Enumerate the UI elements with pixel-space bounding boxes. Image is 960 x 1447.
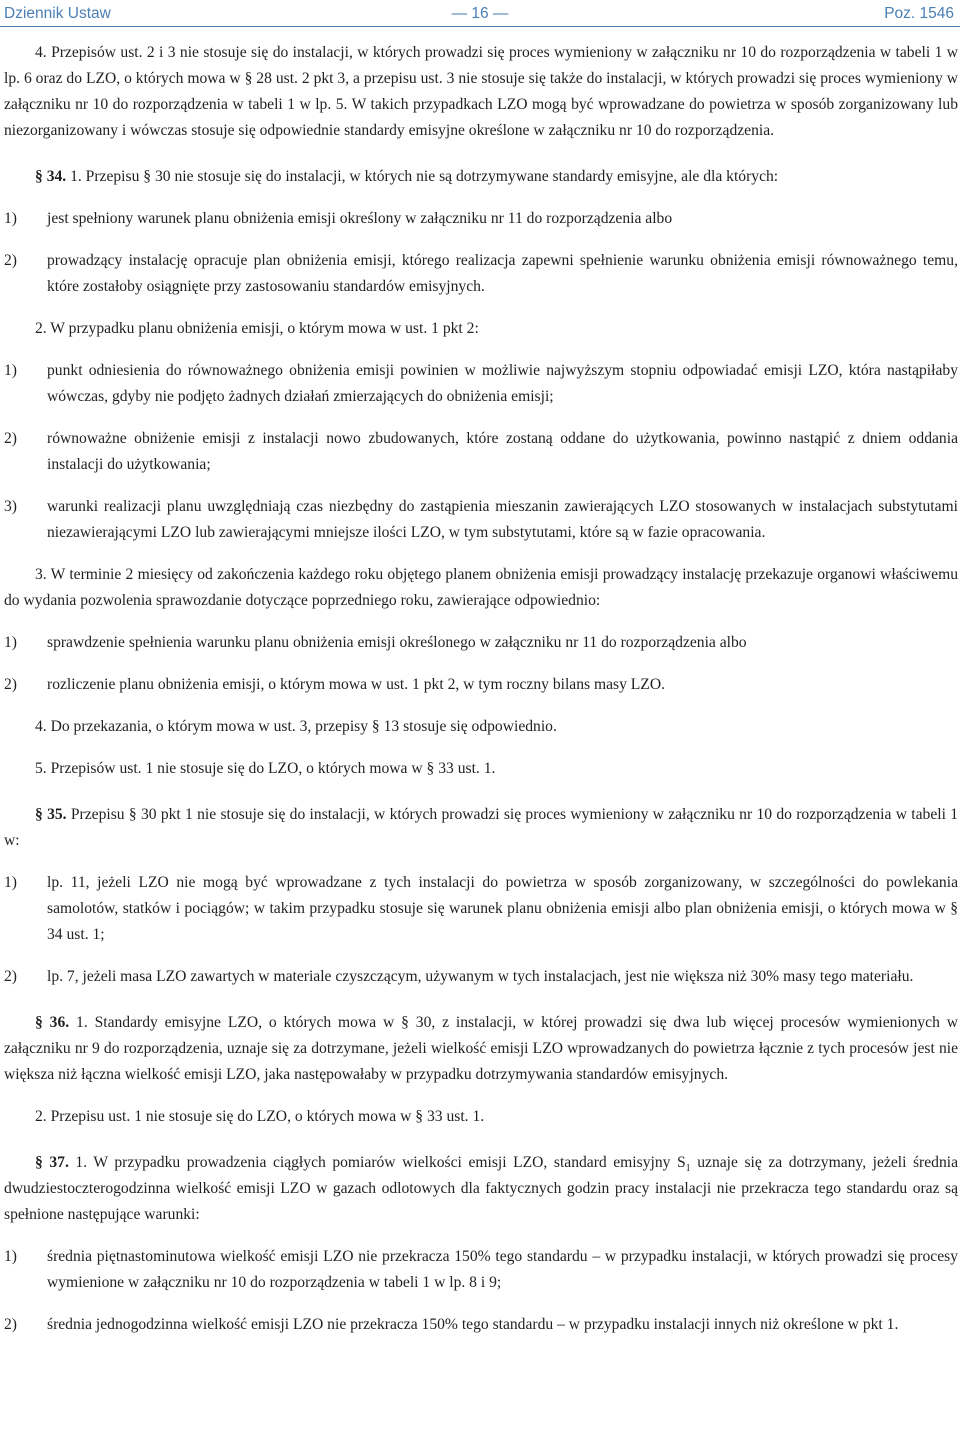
- section-number: § 36.: [35, 1014, 70, 1031]
- list-item: 1) jest spełniony warunek planu obniżenia emisji określony w załączniku nr 11 do rozporządzenia albo: [4, 206, 958, 232]
- list-item: 1) średnia piętnastominutowa wielkość emisji LZO nie przekracza 150% tego standardu – w przypadku instalacji, w których prowadzi się procesy wymienione w załączniku nr 10 do rozporządzenia w tabeli 1 w lp. 8 i 9;: [4, 1244, 958, 1296]
- section-34-ust-2: 2. W przypadku planu obniżenia emisji, o którym mowa w ust. 1 pkt 2:: [35, 320, 479, 337]
- list-number: 1): [4, 210, 17, 227]
- page-header: [0, 0, 960, 28]
- list-number: 1): [4, 634, 17, 651]
- section-34-ust-5: 5. Przepisów ust. 1 nie stosuje się do LZO, o których mowa w § 33 ust. 1.: [35, 760, 496, 777]
- section-36-ust-2: 2. Przepisu ust. 1 nie stosuje się do LZO, o których mowa w § 33 ust. 1.: [35, 1108, 485, 1125]
- list-item: 2) prowadzący instalację opracuje plan obniżenia emisji, którego realizacja zapewni spełnienie warunku obniżenia emisji równoważnego temu, które zostałoby osiągnięte przy zastosowaniu standardów emisyjnych.: [4, 248, 958, 300]
- journal-title: Dziennik Ustaw: [4, 5, 111, 22]
- list-item: 3) warunki realizacji planu uwzględniają czas niezbędny do zastąpienia mieszanin zawierających LZO stosowanych w instalacjach substytutami niezawierającymi LZO lub zawierającymi mniejsze ilości LZO, w tym substytutami, które są w fazie opracowania.: [4, 494, 958, 546]
- document-body: [4, 40, 958, 1338]
- list-number: 2): [4, 252, 17, 269]
- page-number: — 16 —: [451, 5, 509, 22]
- list-item: 1) sprawdzenie spełnienia warunku planu obniżenia emisji określonego w załączniku nr 11 do rozporządzenia albo: [4, 630, 958, 656]
- list-number: 1): [4, 874, 17, 891]
- list-number: 1): [4, 362, 17, 379]
- list-item: 2) równoważne obniżenie emisji z instalacji nowo zbudowanych, które zostaną oddane do użytkowania, powinno nastąpić z dniem oddania instalacji do użytkowania;: [4, 426, 958, 478]
- list-item: 2) średnia jednogodzinna wielkość emisji LZO nie przekracza 150% tego standardu – w przypadku instalacji innych niż określone w pkt 1.: [4, 1312, 958, 1338]
- position-number: Poz. 1546: [884, 5, 954, 22]
- section-35: § 35. Przepisu § 30 pkt 1 nie stosuje się do instalacji, w których prowadzi się proces wymieniony w załączniku nr 10 do rozporządzenia w tabeli 1 w:: [4, 806, 958, 849]
- section-37-ust-1: § 37. 1. W przypadku prowadzenia ciągłych pomiarów wielkości emisji LZO, standard emisyjny $S_1$ uznaje się za dotrzymany, jeżeli średnia dwudziestoczterogodzinna wielkość emisji LZO w gazach odlotowych dla faktycznych godzin pracy instalacji nie przekracza tego standardu oraz są spełnione następujące warunki:: [4, 1154, 959, 1223]
- section-34-ust-1: § 34. 1. Przepisu § 30 nie stosuje się do instalacji, w których nie są dotrzymywane standardy emisyjne, ale dla których:: [35, 168, 779, 185]
- list-item: 1) punkt odniesienia do równoważnego obniżenia emisji powinien w możliwie najwyższym stopniu odpowiadać emisji LZO, która nastąpiłaby wówczas, gdyby nie podjęto żadnych działań zmierzających do obniżenia emisji;: [4, 358, 958, 410]
- section-34-ust-3: 3. W terminie 2 miesięcy od zakończenia każdego roku objętego planem obniżenia emisji prowadzący instalację przekazuje organowi właściwemu do wydania pozwolenia sprawozdanie dotyczące poprzedniego roku, zawierające odpowiednio:: [4, 566, 958, 609]
- header-rule: [0, 26, 960, 27]
- list-number: 2): [4, 1316, 17, 1333]
- list-item: 2) lp. 7, jeżeli masa LZO zawartych w materiale czyszczącym, używanym w tych instalacjach, jest nie większa niż 30% masy tego materiału.: [4, 964, 958, 990]
- section-number: § 35.: [35, 806, 67, 823]
- section-36-ust-1: § 36. 1. Standardy emisyjne LZO, o których mowa w § 30, z instalacji, w której prowadzi się dwa lub więcej procesów wymienionych w załączniku nr 9 do rozporządzenia, uznaje się za dotrzymane, jeżeli wielkość emisji LZO wprowadzanych do powietrza łącznie z tych procesów jest nie większa niż łączna wielkość emisji LZO, jaka następowałaby w przypadku dotrzymywania standardów emisyjnych.: [4, 1014, 959, 1083]
- paragraph-ust-4: 4. Przepisów ust. 2 i 3 nie stosuje się do instalacji, w których prowadzi się proces wymieniony w załączniku nr 10 do rozporządzenia w tabeli 1 w lp. 6 oraz do LZO, o których mowa w § 28 ust. 2 pkt 3, a przepisu ust. 3 nie stosuje się także do instalacji, w których prowadzi się proces wymieniony w załączniku nr 10 do rozporządzenia w tabeli 1 w lp. 5. W takich przypadkach LZO mogą być wprowadzane do powietrza w sposób zorganizowany lub niezorganizowany i wówczas stosuje się odpowiednie standardy emisyjne określone w załączniku nr 10 do rozporządzenia.: [4, 44, 958, 139]
- section-number: § 37.: [35, 1154, 69, 1171]
- list-number: 2): [4, 430, 17, 447]
- list-number: 3): [4, 498, 17, 515]
- list-item: 2) rozliczenie planu obniżenia emisji, o którym mowa w ust. 1 pkt 2, w tym roczny bilans masy LZO.: [4, 672, 958, 698]
- list-number: 2): [4, 676, 17, 693]
- subscript: 1: [685, 1163, 691, 1175]
- section-number: § 34.: [35, 168, 67, 185]
- list-number: 1): [4, 1248, 17, 1265]
- section-34-ust-4: 4. Do przekazania, o którym mowa w ust. 3, przepisy § 13 stosuje się odpowiednio.: [35, 718, 557, 735]
- list-number: 2): [4, 968, 17, 985]
- list-item: 1) lp. 11, jeżeli LZO nie mogą być wprowadzane z tych instalacji do powietrza w sposób zorganizowany, w szczególności do powlekania samolotów, statków i pociągów; w takim przypadku stosuje się warunek planu obniżenia emisji albo plan obniżenia emisji, o których mowa w § 34 ust. 1;: [4, 870, 958, 948]
